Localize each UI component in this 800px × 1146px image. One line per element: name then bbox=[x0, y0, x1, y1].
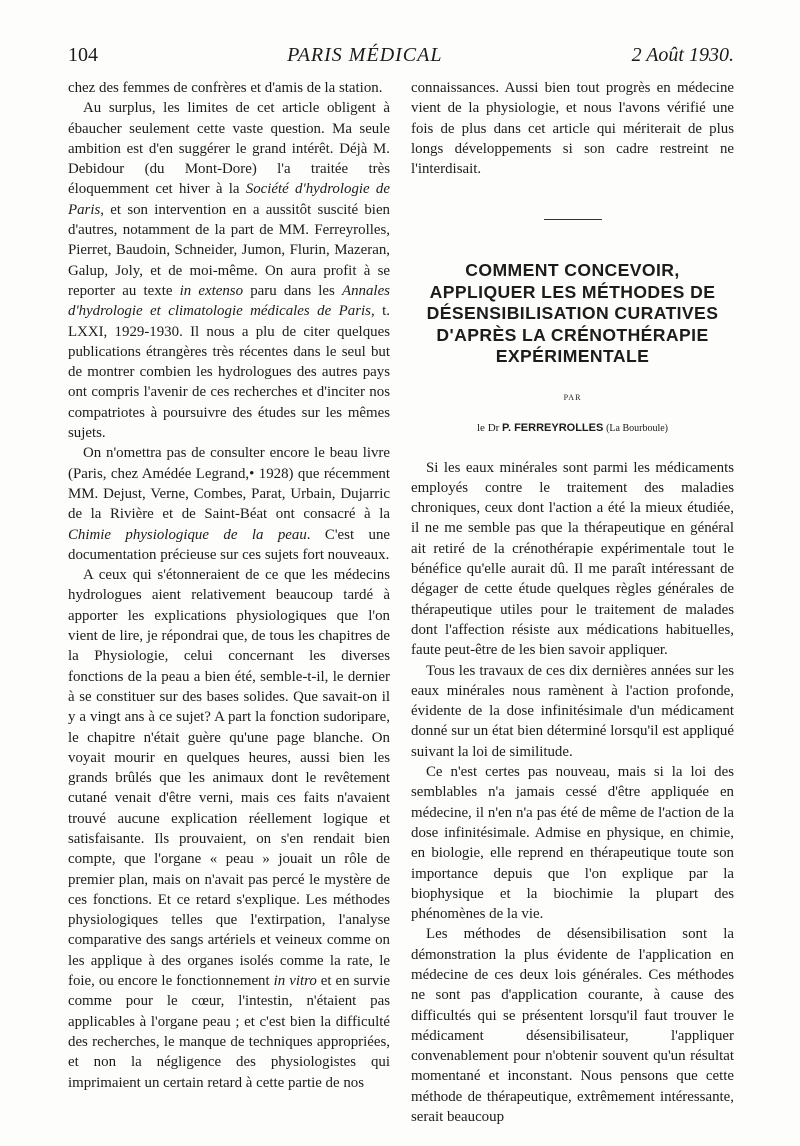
paragraph: Les méthodes de désensibilisation sont la démonstration la plus évidente de l'application en médecine de ces deux lois générales. Ces méthodes ne sont pas d'application courante, à cause des difficultés qui se présentent lorsqu'il faut trouver le médicament désensibilisateur, l'appliquer convenablement pour n'obtenir souvent qu'un résultat momentané et inconstant. Nous pensons que cette méthode de thérapeutique, extrêmement intéressante, serait beaucoup bbox=[411, 926, 734, 1126]
page-number: 104 bbox=[68, 44, 98, 66]
author-location: (La Bourboule) bbox=[606, 423, 668, 435]
author-prefix: le Dr bbox=[477, 422, 500, 435]
left-column bbox=[68, 78, 390, 1093]
paragraph: connaissances. Aussi bien tout progrès en médecine vient de la physiologie, et nous l'avons vérifié une fois de plus dans cet article qui mériterait de plus longs développements si son cadre restreint ne l'interdisait. bbox=[411, 80, 734, 178]
paragraph: Au surplus, les limites de cet article obligent à ébaucher seulement cette vaste question. Ma seule ambition est d'en suggérer le grand intérêt. Déjà M. Debidour (du Mont-Dore) l'a traitée très éloquemment cet hiver à la Société d'hydrologie de Paris, et son intervention en a aussitôt suscité bien d'autres, notamment de la part de MM. Ferreyrolles, Pierret, Baudoin, Schneider, Jumon, Flurin, Mazeran, Galup, Joly, et de moi-même. On aura profit à se reporter au texte in extenso paru dans les Annales d'hydrologie et climatologie médicales de Paris, t. LXXI, 1929-1930. Il nous a plu de citer quelques publications étrangères très récentes dans le seul but de montrer combien les hydrologues des autres pays ont compris l'avenir de ces recherches et d'inciter nos compatriotes à poursuivre des études sur les mêmes sujets. bbox=[68, 100, 390, 442]
article-title: COMMENT CONCEVOIR, APPLIQUER LES MÉTHODES DE DÉSENSIBILISATION CURATIVES D'APRÈS LA CRÉNOTHÉRAPIE EXPÉRIMENTALE bbox=[426, 260, 719, 367]
journal-title: PARIS MÉDICAL bbox=[287, 44, 443, 66]
paragraph: A ceux qui s'étonneraient de ce que les médecins hydrologues aient relativement beaucoup tardé à apporter les explications physiologiques que l'on vient de lire, je répondrai que, de tous les chapitres de la Physiologie, celui concernant les diverses fonctions de la peau a bien été, semble-t-il, le dernier à se constituer sur des bases solides. Que savait-on il y a vingt ans à ce sujet? A part la fonction sudoripare, le chapitre n'était guère qu'une page blanche. On voyait mourir en quelques heures, aussi bien les grands brûlés que les animaux dont le revêtement cutané venait d'être verni, mais ces faits n'avaient trouvé aucune explication réellement logique et satisfaisante. Ils prouvaient, on s'en rendait bien compte, que l'organe « peau » jouait un rôle de premier plan, mais on n'avait pas percé le mystère de ces fonctions. Et ce retard s'explique. Les méthodes physiologiques telles que l'extirpation, l'analyse comparative des sangs artériels et veineux comme on les applique à des organes isolés comme la rate, le foie, ou encore le fonctionnement in vitro et en survie comme pour le cœur, l'intestin, n'étaient pas applicables à l'organe peau ; et c'est bien la difficulté des recherches, le manque de techniques appropriées, et non la négligence des physiologistes qui imprimaient un certain retard à cette partie de nos bbox=[68, 567, 390, 1091]
byline bbox=[411, 418, 734, 439]
by-label: PAR bbox=[563, 392, 582, 402]
right-column bbox=[411, 78, 734, 1127]
issue-date: 2 Août 1930. bbox=[631, 44, 734, 66]
paragraph: Ce n'est certes pas nouveau, mais si la loi des semblables n'a jamais cessé d'être appliquée en médecine, il n'en n'a pas été de même de l'action de la dose infinitésimale. Admise en physique, en chimie, en biologie, elle reprend en thérapeutique toute son importance depuis que l'on explique par la biophysique et la biochimie la plupart des phénomènes de la vie. bbox=[411, 764, 734, 923]
section-divider bbox=[544, 219, 602, 220]
author-name: P. FERREYROLLES bbox=[502, 422, 604, 435]
running-header bbox=[68, 44, 734, 74]
paragraph: Tous les travaux de ces dix dernières années sur les eaux minérales nous ramènent à l'action profonde, évidente de la dose infinitésimale d'un médicament donné sur un état bien déterminé lorsqu'il est appliqué suivant la loi de similitude. bbox=[411, 662, 734, 760]
paragraph: chez des femmes de confrères et d'amis de la station. bbox=[68, 80, 383, 96]
paragraph: Si les eaux minérales sont parmi les médicaments employés contre le traitement des maladies chroniques, ceux dont l'action a été la mieux étudiée, il ne me semble pas que la thérapeutique en général ait retiré de la crénothérapie expérimentale tout le bénéfice qu'elle aurait dû. Il me paraît intéressant de dégager de cette étude quelques règles générales de thérapeutique utiles pour le traitement de malades dont l'affection résiste aux médications habituelles, faute peut-être de les bien savoir appliquer. bbox=[411, 459, 734, 659]
paragraph: On n'omettra pas de consulter encore le beau livre (Paris, chez Amédée Legrand,• 1928) que récemment MM. Dejust, Verne, Combes, Parat, Urbain, Dujarric de la Rivière et de Saint-Béat ont consacré à la Chimie physiologique de la peau. C'est une documentation précieuse sur ces sujets fort nouveaux. bbox=[68, 445, 391, 563]
